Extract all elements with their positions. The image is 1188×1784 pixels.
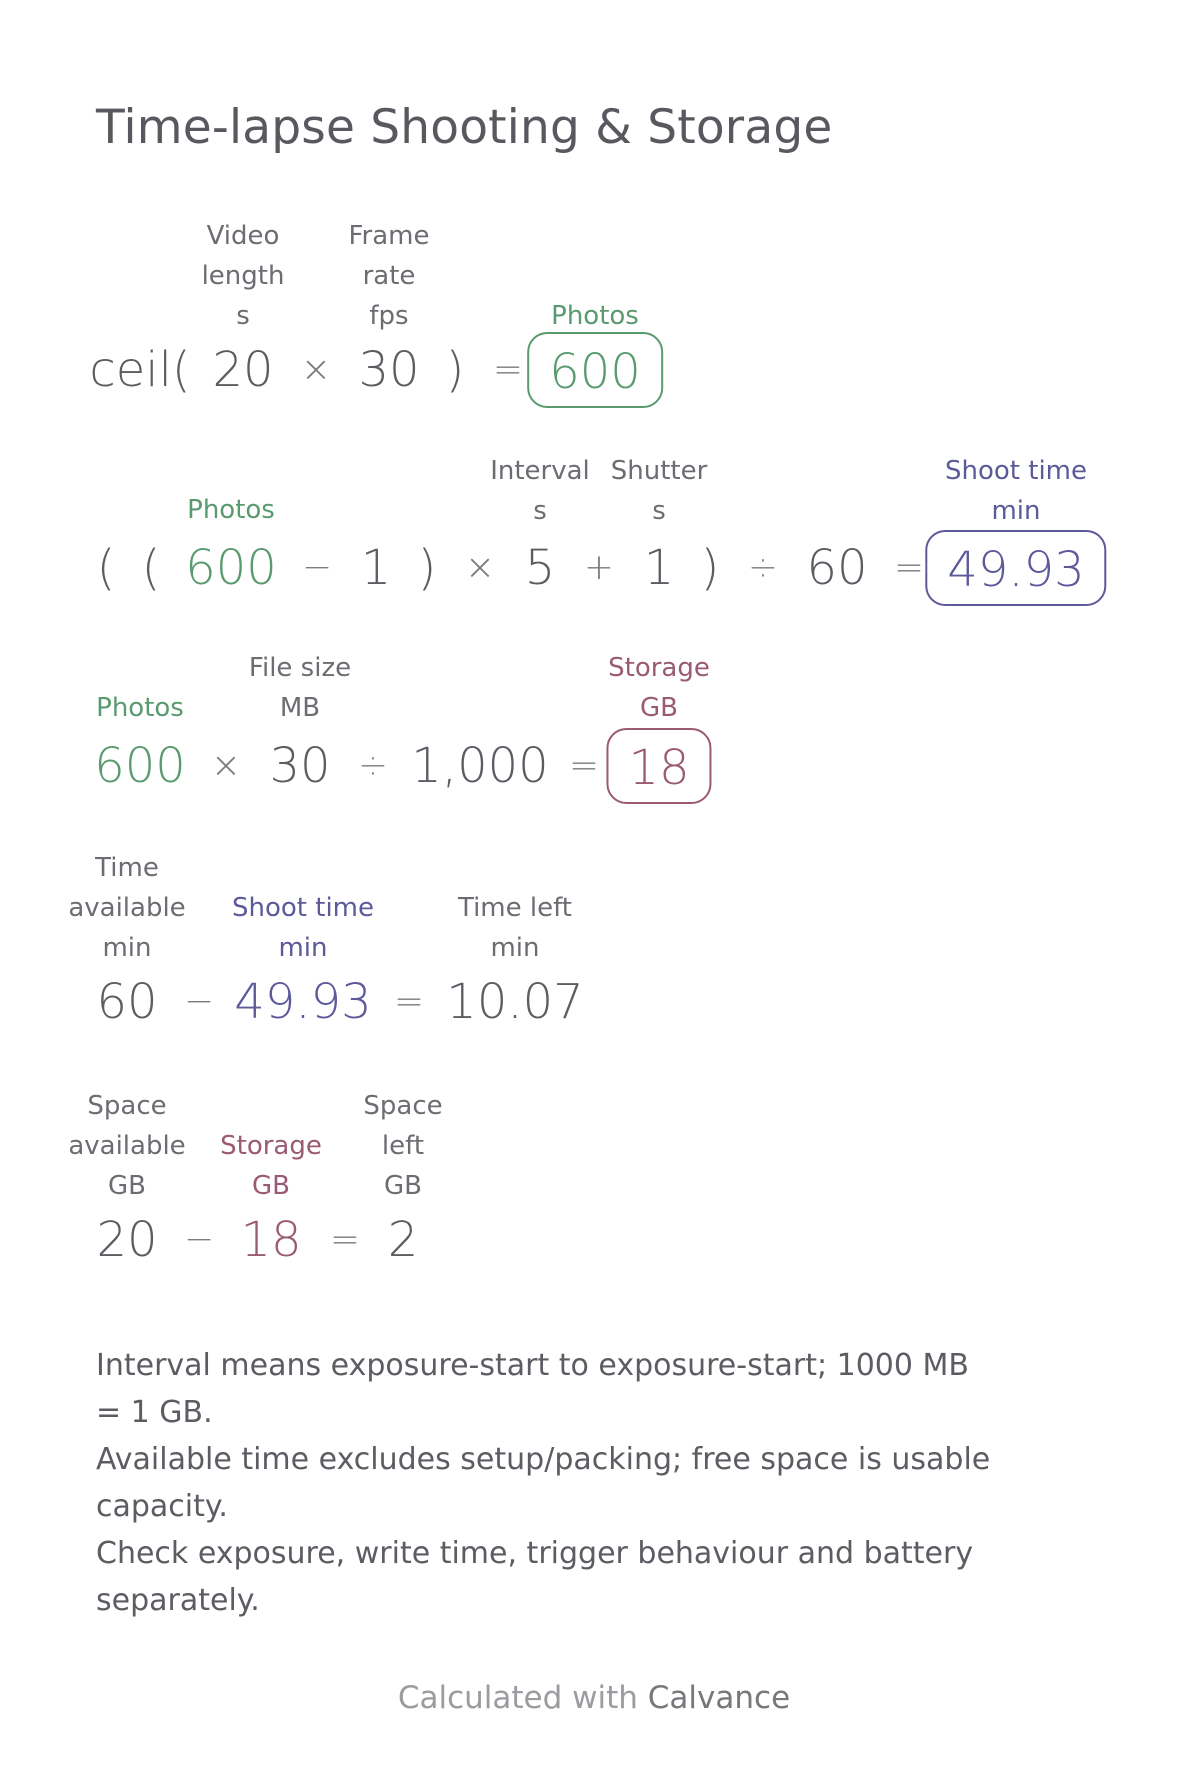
open-paren: ( <box>96 540 116 596</box>
space-available-value[interactable]: 20 <box>96 1212 158 1268</box>
shutter-value[interactable]: 1 <box>643 540 675 596</box>
constant-thousand: 1,000 <box>411 738 549 794</box>
minus-operator: − <box>301 547 333 588</box>
shoot-time-label: Shoot time min <box>232 893 374 963</box>
equals-operator: = <box>492 349 524 390</box>
minus-operator: − <box>183 1219 215 1260</box>
space-available-label: Space available GB <box>68 1091 186 1201</box>
constant-sixty: 60 <box>806 540 868 596</box>
photos-value: 600 <box>185 540 277 596</box>
shoot-time-result: 49.93 <box>925 530 1106 606</box>
footer <box>0 1680 1188 1716</box>
shutter-label: Shutter s <box>610 456 708 526</box>
divide-operator: ÷ <box>747 547 779 588</box>
frame-rate-value[interactable]: 30 <box>358 342 420 398</box>
times-operator: × <box>464 547 496 588</box>
photos-result-label: Photos <box>551 301 639 331</box>
equals-operator: = <box>893 547 925 588</box>
close-paren: ) <box>417 540 437 596</box>
open-paren: ( <box>141 540 161 596</box>
close-paren: ) <box>445 342 465 398</box>
time-left-label: Time left min <box>457 893 573 963</box>
video-length-value[interactable]: 20 <box>212 342 274 398</box>
times-operator: × <box>210 745 242 786</box>
note-interval: Interval means exposure-start to exposure-start; 1000 MB = 1 GB. <box>96 1348 969 1430</box>
close-paren: ) <box>700 540 720 596</box>
note-available-time: Available time excludes setup/packing; free space is usable capacity. <box>96 1442 991 1524</box>
space-left-label: Space left GB <box>363 1091 443 1201</box>
time-left-value: 10.07 <box>446 974 584 1030</box>
photos-label: Photos <box>187 495 275 525</box>
storage-value: 18 <box>240 1212 302 1268</box>
video-length-label: Video length s <box>201 221 285 331</box>
frame-rate-label: Frame rate fps <box>348 221 430 331</box>
brand-link[interactable]: Calvance <box>647 1680 791 1716</box>
photos-value: 600 <box>94 738 186 794</box>
file-size-label: File size MB <box>248 653 352 723</box>
constant-one: 1 <box>360 540 392 596</box>
page-title: Time-lapse Shooting & Storage <box>96 100 833 155</box>
interval-value[interactable]: 5 <box>524 540 556 596</box>
time-available-value[interactable]: 60 <box>96 974 158 1030</box>
photos-label: Photos <box>96 693 184 723</box>
shoot-time-result-label: Shoot time min <box>945 456 1087 526</box>
file-size-value[interactable]: 30 <box>269 738 331 794</box>
storage-label: Storage GB <box>220 1131 322 1201</box>
ceil-function: ceil( <box>89 342 191 398</box>
storage-result: 18 <box>606 728 711 804</box>
shoot-time-value: 49.93 <box>234 974 372 1030</box>
storage-result-label: Storage GB <box>608 653 710 723</box>
interval-label: Interval s <box>490 456 590 526</box>
minus-operator: − <box>183 981 215 1022</box>
equals-operator: = <box>329 1219 361 1260</box>
equals-operator: = <box>393 981 425 1022</box>
equals-operator: = <box>568 745 600 786</box>
time-available-label: Time available min <box>68 853 186 963</box>
footer-prefix: Calculated with <box>397 1680 638 1716</box>
times-operator: × <box>300 349 332 390</box>
note-check: Check exposure, write time, trigger behaviour and battery separately. <box>96 1536 974 1618</box>
notes <box>96 1342 996 1624</box>
space-left-value: 2 <box>387 1212 419 1268</box>
divide-operator: ÷ <box>357 745 389 786</box>
photos-result: 600 <box>527 332 663 408</box>
plus-operator: + <box>583 547 615 588</box>
